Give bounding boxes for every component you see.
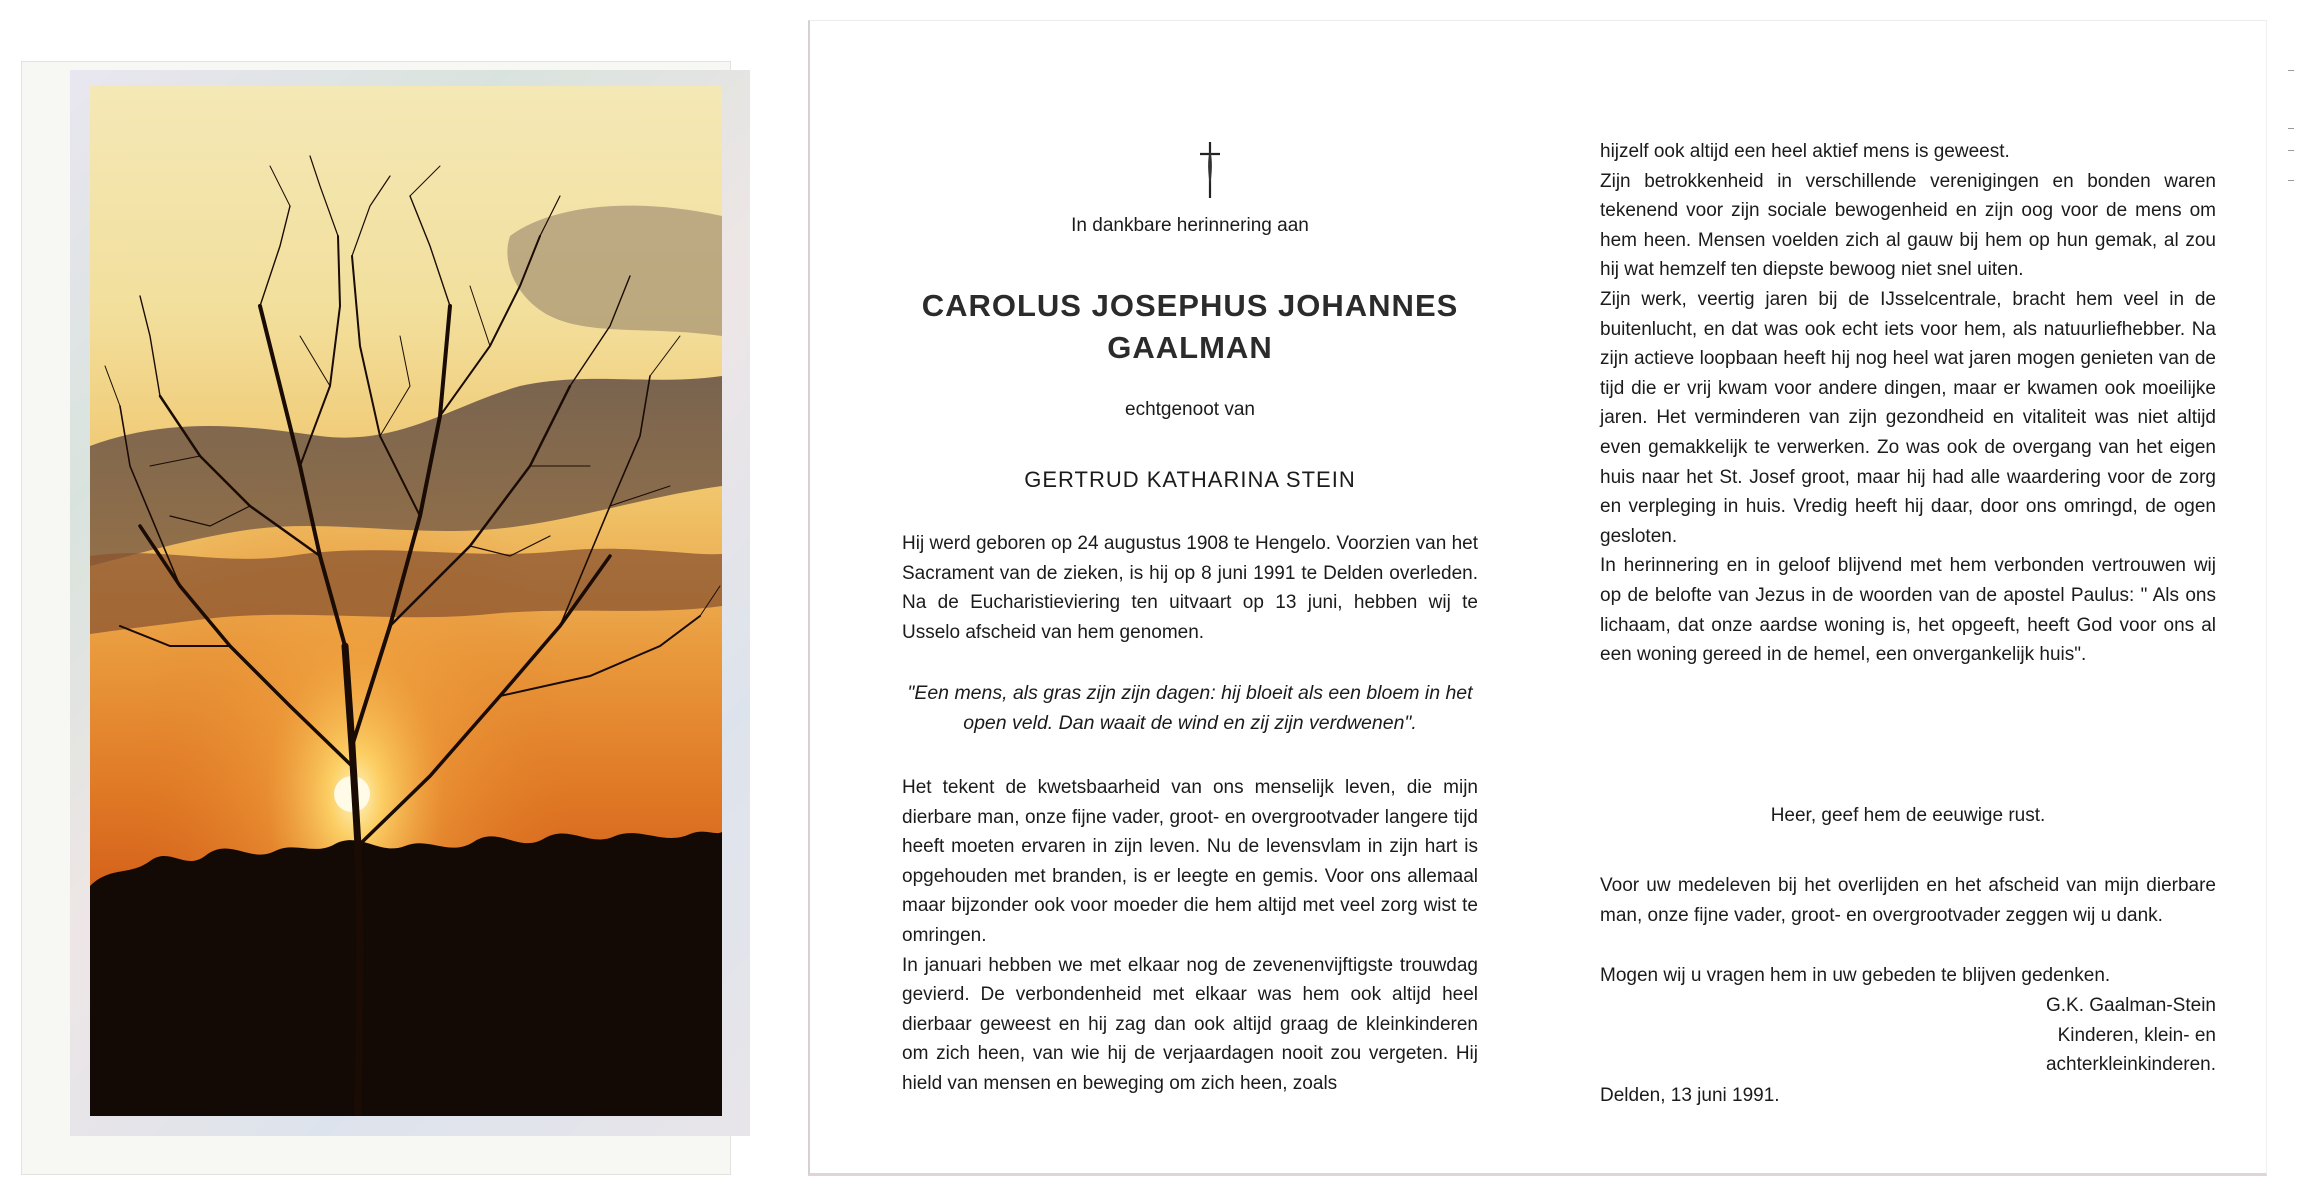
spouse-name: GERTRUD KATHARINA STEIN [1024, 467, 1356, 492]
deceased-name-line1: CAROLUS JOSEPHUS JOHANNES [921, 288, 1459, 323]
remember-line: Mogen wij u vragen hem in uw gebeden te blijven gedenken. [1600, 965, 2111, 986]
life-paragraph-2: In januari hebben we met elkaar nog de zevenenvijftigste trouwdag gevierd. De verbondenheid met elkaar was hem ook altijd heel dierbaar geweest en hij zag dan ook altijd graag de kleinkinderen om zich heen, van wie hij de verjaardagen nooit zou vergeten. Hij hield van mensen en beweging om zich heen, zoals [902, 954, 1478, 1094]
life-paragraphs [902, 773, 1478, 1099]
continuation-paragraph-3: Zijn werk, veertig jaren bij de IJsselcentrale, bracht hem veel in de buitenlucht, en dat was ook echt iets voor hem, als natuurliefhebber. Na zijn actieve loopbaan heeft hij nog heel wat jaren mogen genieten van de tijd die er vrij kwam voor andere dingen, maar er kwamen ook moeilijke jaren. Het verminderen van zijn gezondheid en vitaliteit was niet altijd even gemakkelijk te verwerken. Zo was ook de overgang van het eigen huis naar het St. Josef groot, maar hij had alle waardering voor de zorg en verpleging in huis. Vredig heeft hij daar, door ons omringd, de ogen gesloten. [1600, 288, 2216, 547]
continuation-paragraph-4: In herinnering en in geloof blijvend met hem verbonden vertrouwen wij op de belofte van Jezus in de woorden van de apostel Paulus: " Als ons lichaam, dat onze aardse woning is, het opgeeft, heeft God voor ons al een woning gereed in de hemel, een onvergankelijk huis". [1600, 555, 2216, 666]
continuation-paragraph-2: Zijn betrokkenheid in verschillende verenigingen en bonden waren tekenend voor zijn sociale bewogenheid en zijn oog voor de mens om hem heen. Mensen voelden zich al gauw bij hem op hun gemak, al zou hij wat hemzelf ten diepste bewoog niet snel uiten. [1600, 170, 2216, 281]
cross-icon [1196, 140, 1224, 205]
signature-line-2: Kinderen, klein- en [2057, 1024, 2216, 1046]
scan-mark [2288, 180, 2294, 181]
signature-line-3: achterkleinkinderen. [2045, 1054, 2216, 1076]
continuation-paragraphs [1600, 137, 2216, 670]
place-date: Delden, 13 juni 1991. [1600, 1085, 1780, 1106]
continuation-paragraph-1: hijzelf ook altijd een heel aktief mens is geweest. [1600, 141, 2010, 162]
photo-card [22, 62, 730, 1174]
signature-block [1600, 991, 2216, 1080]
bible-quote: "Een mens, als gras zijn zijn dagen: hij bloeit als een bloem in het open veld. Dan waait de wind en zij zijn verdwenen". [907, 682, 1473, 734]
scan-mark [2288, 128, 2294, 129]
thanks-paragraph: Voor uw medeleven bij het overlijden en het afscheid van mijn dierbare man, onze fijne vader, groot- en overgrootvader zeggen wij u dank. [1600, 875, 2216, 926]
photo-frame [70, 70, 750, 1136]
signature-line-1: G.K. Gaalman-Stein [2045, 995, 2216, 1016]
spouse-label: echtgenoot van [1125, 399, 1255, 420]
scan-mark [2288, 70, 2294, 71]
intro-text: In dankbare herinnering aan [1071, 215, 1309, 236]
sunset-tree-photo [90, 86, 722, 1116]
prayer-line: Heer, geef hem de eeuwige rust. [1770, 805, 2046, 826]
birth-death-paragraph: Hij werd geboren op 24 augustus 1908 te Hengelo. Voorzien van het Sacrament van de zieken, is hij op 8 juni 1991 te Delden overleden. Na de Eucharistieviering ten uitvaart op 13 juni, hebben wij te Usselo afscheid van hem genomen. [902, 533, 1478, 643]
sunset-tree-image [90, 86, 722, 1116]
deceased-name-line2: GAALMAN [1107, 330, 1273, 365]
scan-mark [2288, 150, 2294, 151]
memorial-text-card [808, 20, 2267, 1176]
life-paragraph-1: Het tekent de kwetsbaarheid van ons menselijk leven, die mijn dierbare man, onze fijne vader, groot- en overgrootvader langere tijd heeft moeten ervaren in zijn leven. Nu de levensvlam in zijn hart is opgehouden met branden, is er leegte en gemis. Voor ons allemaal maar bijzonder ook voor moeder die hem altijd met veel zorg wist te omringen. [902, 777, 1478, 946]
